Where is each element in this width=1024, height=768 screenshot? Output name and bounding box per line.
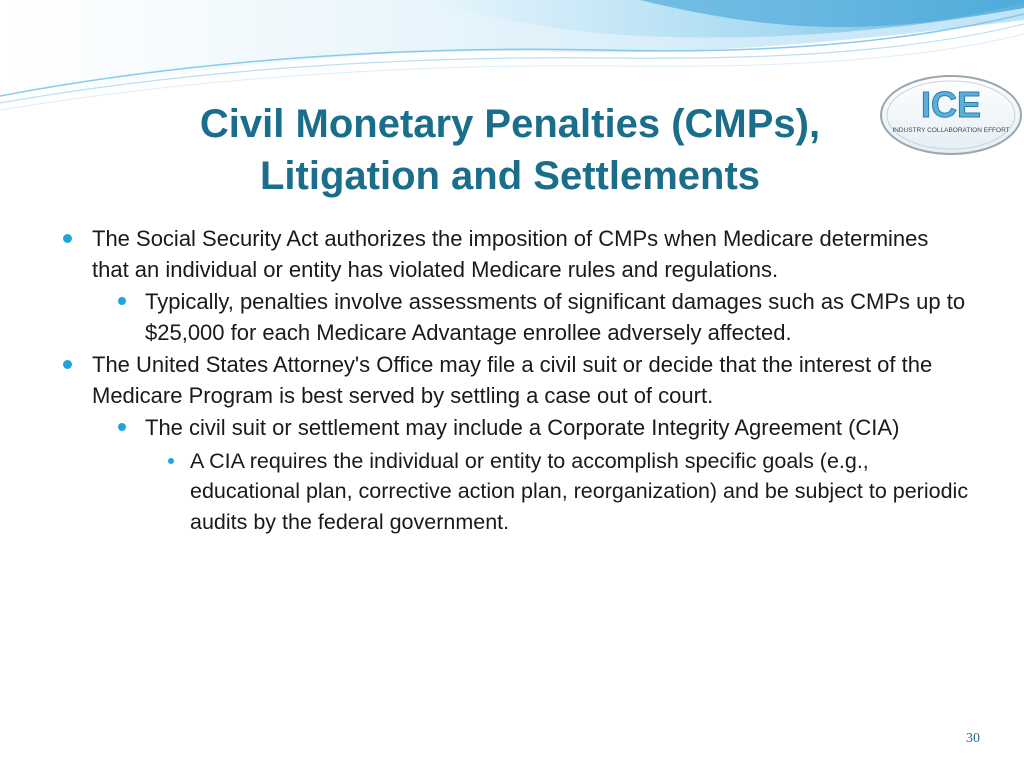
bullet-dot-icon [118, 297, 126, 305]
bullet-dot-icon [63, 234, 72, 243]
bullet-dot-icon [63, 360, 72, 369]
bullet-text: The United States Attorney's Office may file a civil suit or decide that the interest of the Medicare Program is best served by settling a case out of court. [92, 352, 933, 408]
logo-text: ICE [920, 84, 982, 125]
title-line-1: Civil Monetary Penalties (CMPs), [199, 102, 821, 146]
bullet-text: The civil suit or settlement may include a Corporate Integrity Agreement (CIA) [145, 415, 900, 440]
bullet-text: The Social Security Act authorizes the imposition of CMPs when Medicare determines that an individual or entity has violated Medicare rules and regulations. [92, 226, 929, 282]
bullet-dot-icon [118, 423, 126, 431]
bullet-dot-icon [168, 458, 174, 464]
title-line-2: Litigation and Settlements [259, 154, 761, 198]
sub-sub-bullet-item [60, 446, 970, 538]
slide-title [80, 98, 940, 202]
sub-bullet-item [60, 287, 970, 348]
logo-subtitle: INDUSTRY COLLABORATION EFFORT [892, 127, 1010, 134]
bullet-text: Typically, penalties involve assessments of significant damages such as CMPs up to $25,000 for each Medicare Advantage enrollee adversely affected. [145, 289, 966, 345]
bullet-item [60, 350, 970, 411]
bullet-item [60, 224, 970, 285]
bullet-text: A CIA requires the individual or entity to accomplish specific goals (e.g., educational plan, corrective action plan, reorganization) and be subject to periodic audits by the federal government. [190, 448, 969, 534]
sub-bullet-item [60, 413, 970, 444]
page-number: 30 [966, 731, 980, 746]
bullet-list [60, 224, 970, 537]
